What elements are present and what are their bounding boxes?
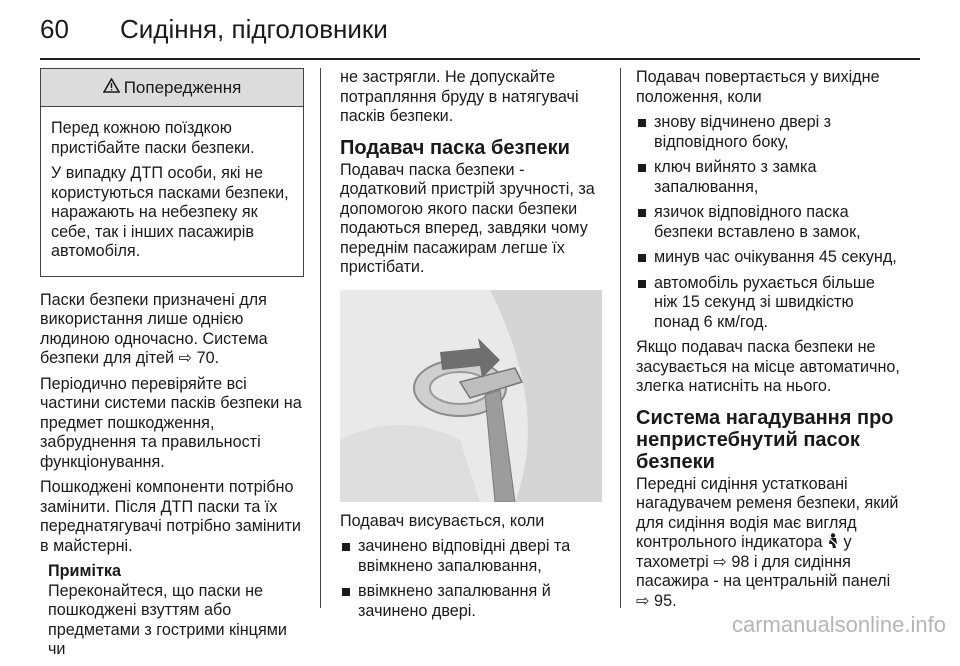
bullet-list [636, 113, 902, 332]
bullet-icon [638, 119, 646, 127]
list-item: ключ вийнято з замка запалювання, [636, 158, 902, 197]
list-item: знову відчинено двері з відповідного боку, [636, 113, 902, 152]
paragraph: Передні сидіння устатковані нагадувачем ременя безпеки, який для сидіння водія має вигляд контрольного індикатора у тахометрі ⇨ 98 і для сидіння пасажира - на центральній панелі ⇨ 95. [636, 474, 899, 610]
list-item: автомобіль рухається більше ніж 15 секунд зі швидкістю понад 6 км/год. [636, 274, 902, 333]
column-2 [340, 68, 604, 627]
bullet-list [340, 537, 604, 621]
column-divider-1 [320, 68, 321, 608]
note-title: Примітка [48, 562, 121, 580]
paragraph: Пошкоджені компоненти потрібно замінити. Після ДТП паски та їх переднатягувачі потрібно замінити в майстерні. [40, 478, 301, 555]
warning-triangle-icon [103, 78, 120, 98]
page-header [40, 14, 920, 50]
seatbelt-indicator-icon [827, 533, 844, 551]
list-item: зачинено відповідні двері та ввімкнено запалювання, [340, 537, 604, 576]
bullet-icon [342, 543, 350, 551]
list-item: язичок відповідного паска безпеки вставлено в замок, [636, 203, 902, 242]
paragraph: не застрягли. Не допускайте потрапляння бруду в натягувачі пасків безпеки. [340, 68, 579, 125]
warning-box [40, 68, 304, 277]
paragraph: Подавач повертається у вихідне положення, коли [636, 68, 880, 106]
column-3 [636, 68, 902, 617]
warning-text-1: Перед кожною поїздкою пристібайте паски безпеки. [51, 119, 255, 157]
bullet-icon [342, 588, 350, 596]
paragraph: Якщо подавач паска безпеки не засувається на місце автоматично, злегка натисніть на нього. [636, 338, 900, 395]
bullet-icon [638, 164, 646, 172]
bullet-icon [638, 209, 646, 217]
belt-presenter-illustration [340, 290, 602, 502]
section-heading: Подавач паска безпеки [340, 136, 570, 159]
page-title: Сидіння, підголовники [120, 14, 388, 44]
note-block [48, 562, 304, 660]
note-text: Переконайтеся, що паски не пошкоджені взуттям або предметами з гострими кінцями чи [48, 581, 287, 658]
section-heading: Система нагадування про непристебнутий пасок безпеки [636, 406, 894, 473]
header-rule [40, 58, 920, 60]
list-item: ввімкнено запалювання й зачинено двері. [340, 582, 604, 621]
paragraph: Періодично перевіряйте всі частини системи пасків безпеки на предмет пошкодження, забруднення та правильності функціонування. [40, 374, 302, 471]
paragraph: Подавач висувається, коли [340, 511, 545, 530]
warning-header [41, 69, 303, 107]
column-divider-2 [620, 68, 621, 608]
watermark: carmanualsonline.info [731, 612, 946, 637]
list-item: минув час очікування 45 секунд, [636, 248, 902, 268]
bullet-icon [638, 254, 646, 262]
paragraph: Подавач паска безпеки - додатковий пристрій зручності, за допомогою якого паски безпеки подаються вперед, завдяки чому переднім пасажирам легше їх пристібати. [340, 160, 595, 276]
page-number: 60 [40, 14, 69, 44]
warning-text-2: У випадку ДТП особи, які не користуються пасками безпеки, наражають на небезпеку як себе, так і інших пасажирів автомобіля. [51, 164, 289, 260]
warning-title: Попередження [123, 77, 242, 97]
bullet-icon [638, 280, 646, 288]
paragraph: Паски безпеки призначені для використання лише однією людиною одночасно. Система безпеки для дітей ⇨ 70. [40, 290, 268, 367]
column-1 [40, 68, 304, 666]
